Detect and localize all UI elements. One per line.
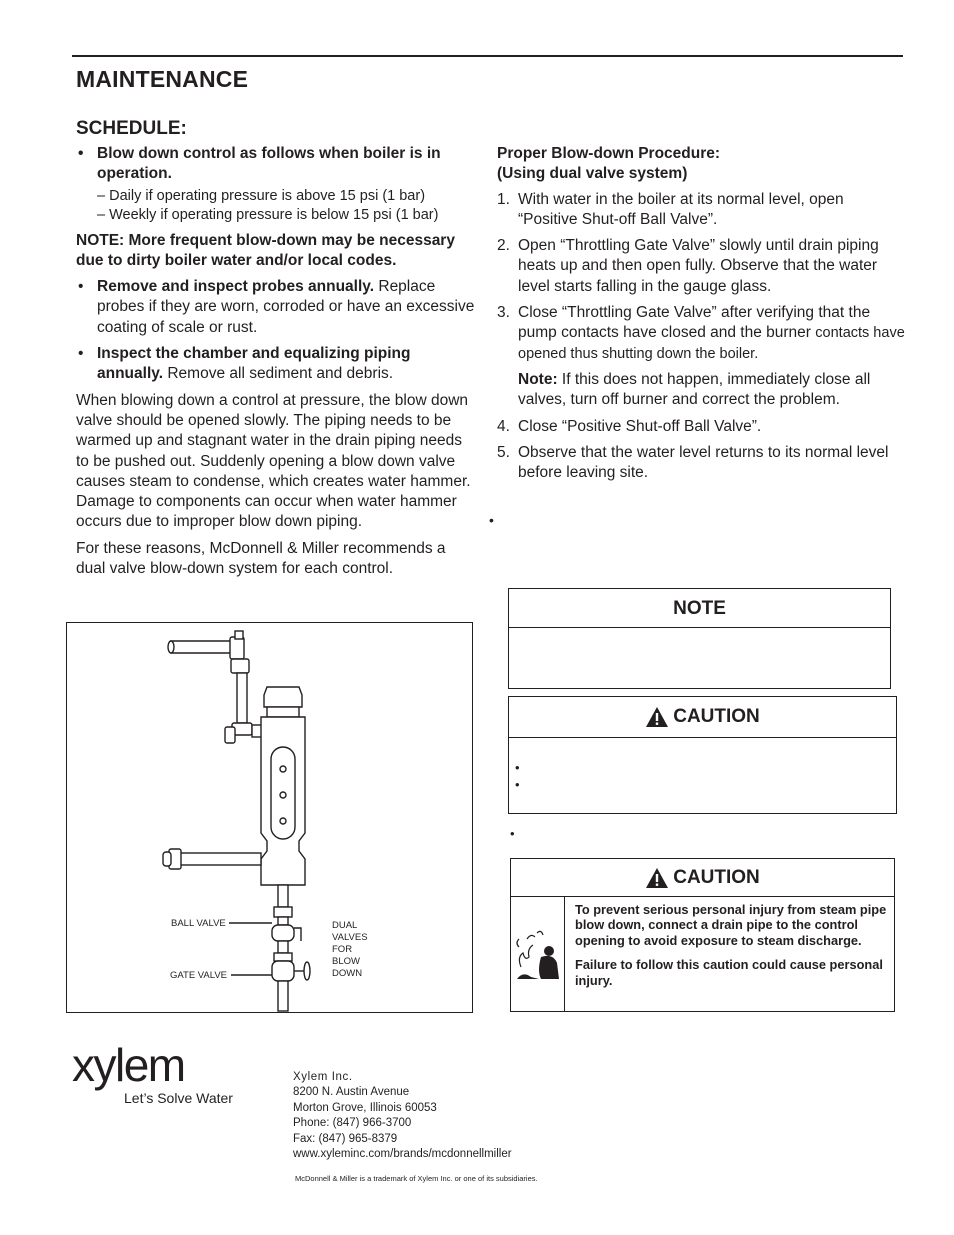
address-line: 8200 N. Austin Avenue — [293, 1086, 410, 1099]
caution-box-1 — [508, 696, 897, 814]
recommendation-paragraph: For these reasons, McDonnell & Miller recommends a dual valve blow-down system for each control. — [76, 539, 446, 578]
step-1: 1. With water in the boiler at its normal level, open “Positive Shut-off Ball Valve”. — [497, 190, 844, 228]
step-2: 2. Open “Throttling Gate Valve” slowly until drain piping heats up and then open fully. Observe that the water level starts falling in the gauge glass. — [497, 237, 879, 295]
step-4: 4. Close “Positive Shut-off Ball Valve”. — [497, 417, 762, 435]
left-column — [76, 144, 478, 585]
blowdown-paragraph: When blowing down a control at pressure, the blow down valve should be opened slowly. The piping needs to be warmed up and stagnant water in the drain piping needs to be pushed out. Suddenly opening a blow down valve causes steam to condense, which creates water hammer. Damage to components can occur when water hammer occurs due to improper blow down piping. — [76, 391, 471, 531]
note-box-title: NOTE — [509, 589, 890, 628]
bullet-text: Remove all sediment and debris. — [163, 365, 394, 383]
weekly-line: – Weekly if operating pressure is below 15 psi (1 bar) — [97, 206, 439, 223]
ball-valve-label: BALL VALVE — [171, 918, 226, 929]
column-piping-illustration — [67, 623, 472, 1012]
caution-instruction: To prevent serious personal injury from steam pipe blow down, connect a drain pipe to the control opening to avoid exposure to steam discharge. — [575, 902, 887, 948]
logo-wordmark: xylem — [72, 1039, 185, 1091]
bullet-bold: Inspect the chamber and equalizing piping annually. — [97, 345, 411, 383]
step-text: Close “Throttling Gate Valve” after verifying that the pump contacts have closed and the burner — [518, 304, 871, 342]
bullet-bold: Remove and inspect probes annually. — [97, 278, 375, 296]
company-name: Xylem Inc. — [293, 1071, 353, 1083]
procedure-title: Proper Blow-down Procedure: — [497, 145, 721, 162]
bullet-text: Replace probes if they are worn, corroded or have an excessive coating of scale or rust. — [97, 278, 475, 336]
footer-address — [293, 1070, 512, 1162]
top-rule — [72, 55, 903, 57]
note-box — [508, 588, 891, 689]
caution-bullet: • — [515, 760, 520, 775]
daily-line: – Daily if operating pressure is above 15 psi (1 bar) — [97, 187, 426, 204]
website-link[interactable]: www.xyleminc.com/brands/mcdonnellmiller — [293, 1148, 512, 1161]
caution-consequence: Failure to follow this caution could cause personal injury. — [575, 957, 883, 988]
caution-text — [575, 902, 891, 988]
dual-valves-label: DUAL VALVES FOR BLOW DOWN — [332, 920, 368, 979]
schedule-item-chamber: • Inspect the chamber and equalizing piping annually. Remove all sediment and debris. — [78, 345, 411, 383]
address-line: Morton Grove, Illinois 60053 — [293, 1101, 437, 1114]
caution-box-2 — [510, 858, 895, 1012]
step-3-note — [497, 370, 905, 411]
gate-valve-label: GATE VALVE — [170, 970, 228, 981]
right-column — [497, 144, 905, 489]
bullet-text: Blow down control as follows when boiler is in operation. — [97, 145, 441, 183]
caution-title: CAUTION — [673, 706, 760, 727]
phone-number: Phone: (847) 966-3700 — [293, 1117, 412, 1130]
step-text-small: contacts have opened thus shutting down the boiler. — [518, 325, 905, 362]
schedule-item-probes: • Remove and inspect probes annually. Replace probes if they are worn, corroded or have an excessive coating of scale or rust. — [78, 278, 475, 336]
caution-header — [509, 697, 896, 738]
stray-caution-bullet: • — [510, 826, 515, 841]
procedure-subtitle: (Using dual valve system) — [497, 165, 688, 183]
page-title: MAINTENANCE — [76, 66, 249, 92]
logo-tagline: Let’s Solve Water — [124, 1090, 233, 1106]
trademark-notice: McDonnell & Miller is a trademark of Xylem Inc. or one of its subsidiaries. — [295, 1174, 538, 1183]
xylem-logo — [72, 1040, 233, 1106]
blowdown-diagram — [66, 622, 473, 1013]
stray-bullet: • — [489, 512, 494, 528]
step-text: Open “Throttling Gate Valve” slowly until drain piping heats up and then open fully. Observe that the water level starts falling in the gauge glass. — [518, 237, 879, 295]
schedule-item-blowdown: • Blow down control as follows when boiler is in operation. — [78, 145, 441, 183]
warning-triangle-icon — [645, 706, 669, 728]
step-text: Close “Positive Shut-off Ball Valve”. — [518, 417, 762, 435]
caution-header — [511, 859, 894, 897]
caution-bullet: • — [515, 777, 520, 792]
section-title: SCHEDULE: — [76, 118, 187, 139]
caution-title: CAUTION — [673, 866, 760, 888]
fax-number: Fax: (847) 965-8379 — [293, 1132, 398, 1145]
step-text: Observe that the water level returns to its normal level before leaving site. — [518, 443, 889, 482]
note-paragraph: NOTE: More frequent blow-down may be necessary due to dirty boiler water and/or local codes. — [76, 231, 455, 269]
steam-burn-icon — [513, 927, 563, 987]
step-text: With water in the boiler at its normal level, open “Positive Shut-off Ball Valve”. — [518, 190, 844, 228]
warning-triangle-icon — [645, 867, 669, 889]
note-text: If this does not happen, immediately close all valves, turn off burner and correct the problem. — [518, 370, 871, 409]
step-3: 3. Close “Throttling Gate Valve” after verifying that the pump contacts have closed and the burner contacts have opened thus shutting down the boiler. — [497, 304, 905, 362]
step-5: 5. Observe that the water level returns to its normal level before leaving site. — [497, 443, 889, 482]
steam-hazard-cell — [511, 897, 565, 1011]
note-label: Note: — [518, 370, 558, 388]
